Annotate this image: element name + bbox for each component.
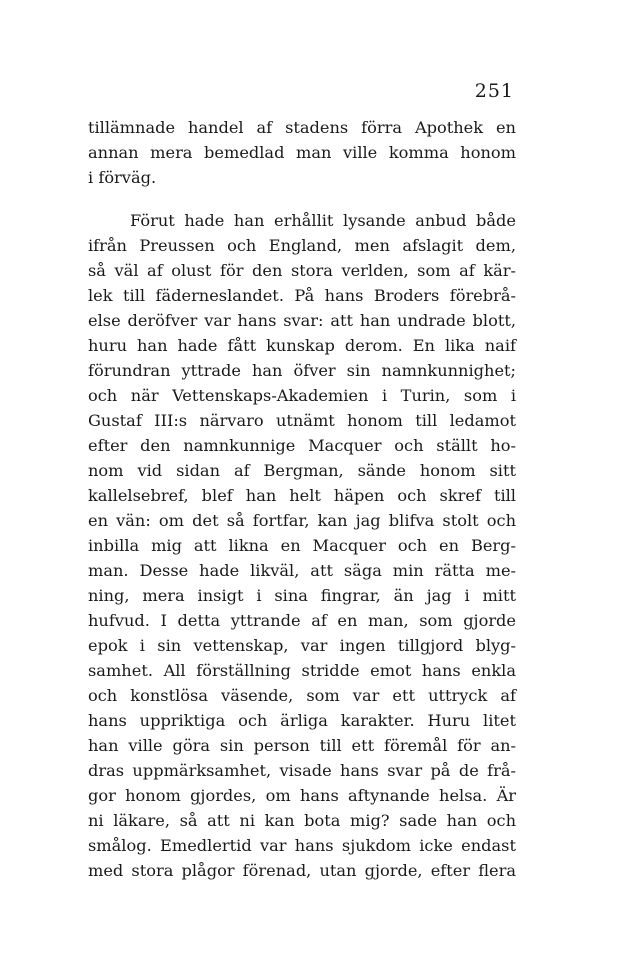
- text-line: gor honom gjordes, om hans aftynande helsa. Är: [88, 786, 516, 805]
- text-line: kallelsebref, blef han helt häpen och skref till: [88, 486, 516, 505]
- text-line: Gustaf III:s närvaro utnämt honom till ledamot: [88, 411, 516, 430]
- text-line: med stora plågor förenad, utan gjorde, efter flera: [88, 861, 516, 880]
- text-line: samhet. All förställning stridde emot hans enkla: [88, 661, 516, 680]
- text-line: i förväg.: [88, 168, 157, 187]
- text-line: och konstlösa väsende, som var ett uttryck af: [88, 686, 516, 705]
- text-line: annan mera bemedlad man ville komma honom: [88, 143, 516, 162]
- text-line: huru han hade fått kunskap derom. En lika naif: [88, 336, 516, 355]
- text-line: nom vid sidan af Bergman, sände honom sitt: [88, 461, 516, 480]
- page-number: 251: [474, 80, 514, 102]
- text-line: förundran yttrade han öfver sin namnkunnighet;: [88, 361, 516, 380]
- text-line: inbilla mig att likna en Macquer och en Berg-: [88, 536, 516, 555]
- text-line: dras uppmärksamhet, visade hans svar på de frå-: [88, 761, 516, 780]
- text-line: man. Desse hade likväl, att säga min rätta me-: [88, 561, 516, 580]
- text-line: tillämnade handel af stadens förra Apothek en: [88, 118, 516, 137]
- text-line: smålog. Emedlertid var hans sjukdom icke endast: [88, 836, 516, 855]
- text-line: så väl af olust för den stora verlden, som af kär-: [88, 261, 516, 280]
- text-line: lek till fäderneslandet. På hans Broders förebrå-: [88, 286, 516, 305]
- text-line: en vän: om det så fortfar, kan jag blifva stolt och: [88, 511, 516, 530]
- text-line: epok i sin vettenskap, var ingen tillgjord blyg-: [88, 636, 516, 655]
- text-line: else deröfver var hans svar: att han undrade blott,: [88, 311, 516, 330]
- text-line: hufvud. I detta yttrande af en man, som gjorde: [88, 611, 516, 630]
- text-line: han ville göra sin person till ett föremål för an-: [88, 736, 516, 755]
- text-line: ni läkare, så att ni kan bota mig? sade han och: [88, 811, 516, 830]
- text-line: hans uppriktiga och ärliga karakter. Huru litet: [88, 711, 516, 730]
- text-line: ning, mera insigt i sina fingrar, än jag i mitt: [88, 586, 516, 605]
- text-line: efter den namnkunnige Macquer och ställt ho-: [88, 436, 516, 455]
- text-line: ifrån Preussen och England, men afslagit dem,: [88, 236, 516, 255]
- text-line: och när Vettenskaps-Akademien i Turin, som i: [88, 386, 516, 405]
- text-line: Förut hade han erhållit lysande anbud både: [130, 211, 516, 230]
